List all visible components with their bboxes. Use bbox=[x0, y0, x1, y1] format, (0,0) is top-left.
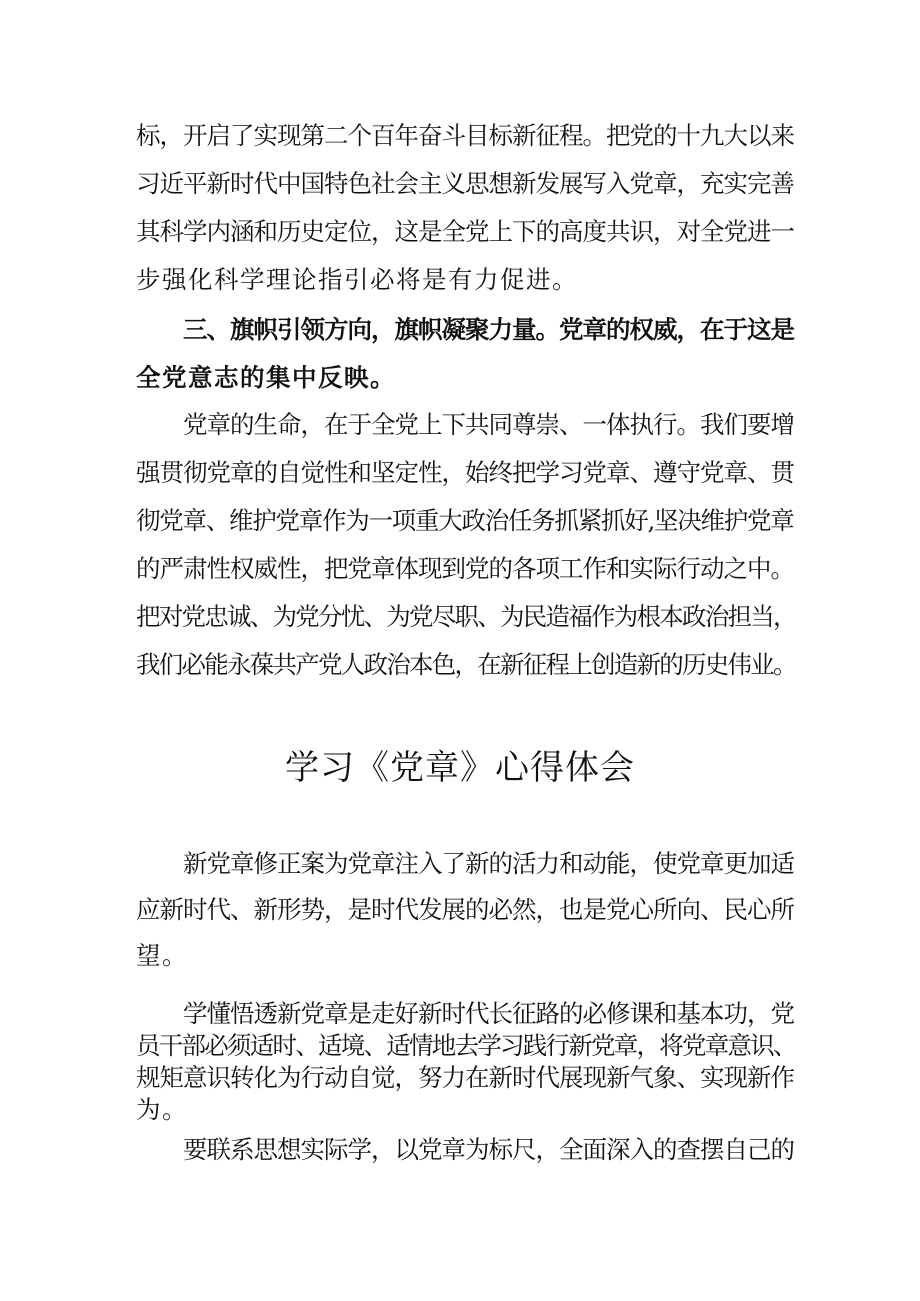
paragraph-continuation bbox=[136, 112, 796, 304]
paragraph-practice bbox=[136, 1130, 796, 1170]
text-line: 彻党章、维护党章作为一项重大政治任务抓紧抓好,坚决维护党章 bbox=[136, 506, 794, 535]
text-line: 应新时代、新形势，是时代发展的必然，也是党心所向、民心所 bbox=[136, 895, 794, 924]
text-line: 我们必能永葆共产党人政治本色，在新征程上创造新的历史伟业。 bbox=[136, 650, 796, 679]
text-line: 望。 bbox=[136, 941, 188, 970]
text-line: 全党意志的集中反映。 bbox=[136, 363, 396, 392]
document-title: 学习《党章》心得体会 bbox=[285, 748, 635, 788]
text-line: 标，开启了实现第二个百年奋斗目标新征程。把党的十九大以来 bbox=[136, 121, 794, 150]
text-line: 党章的生命，在于全党上下共同尊崇、一体执行。我们要增 bbox=[136, 410, 794, 439]
paragraph-amendment bbox=[136, 841, 796, 979]
text-line: 要联系思想实际学，以党章为标尺，全面深入的查摆自己的 bbox=[136, 1135, 794, 1164]
text-line: 学懂悟透新党章是走好新时代长征路的必修课和基本功，党 bbox=[136, 999, 794, 1028]
text-line: 步强化科学理论指引必将是有力促进。 bbox=[136, 265, 578, 294]
text-line: 规矩意识转化为行动自觉，努力在新时代展现新气象、实现新作 bbox=[136, 1063, 794, 1092]
text-line: 习近平新时代中国特色社会主义思想新发展写入党章，充实完善 bbox=[136, 169, 794, 198]
section-heading-three bbox=[136, 306, 796, 402]
text-line: 员干部必须适时、适境、适情地去学习践行新党章，将党章意识、 bbox=[136, 1031, 796, 1060]
text-line: 为。 bbox=[136, 1095, 188, 1124]
text-line: 的严肃性权威性，把党章体现到党的各项工作和实际行动之中。 bbox=[136, 554, 794, 583]
text-line: 把对党忠诚、为党分忧、为党尽职、为民造福作为根本政治担当， bbox=[136, 602, 796, 631]
paragraph-study bbox=[136, 998, 796, 1126]
text-line: 强贯彻党章的自觉性和坚定性，始终把学习党章、遵守党章、贯 bbox=[136, 458, 794, 487]
text-line: 三、旗帜引领方向，旗帜凝聚力量。党章的权威，在于这是 bbox=[136, 315, 794, 344]
text-line: 其科学内涵和历史定位，这是全党上下的高度共识，对全党进一 bbox=[136, 217, 794, 246]
text-line: 新党章修正案为党章注入了新的活力和动能，使党章更加适 bbox=[136, 849, 794, 878]
paragraph-party-constitution-life bbox=[136, 401, 796, 689]
